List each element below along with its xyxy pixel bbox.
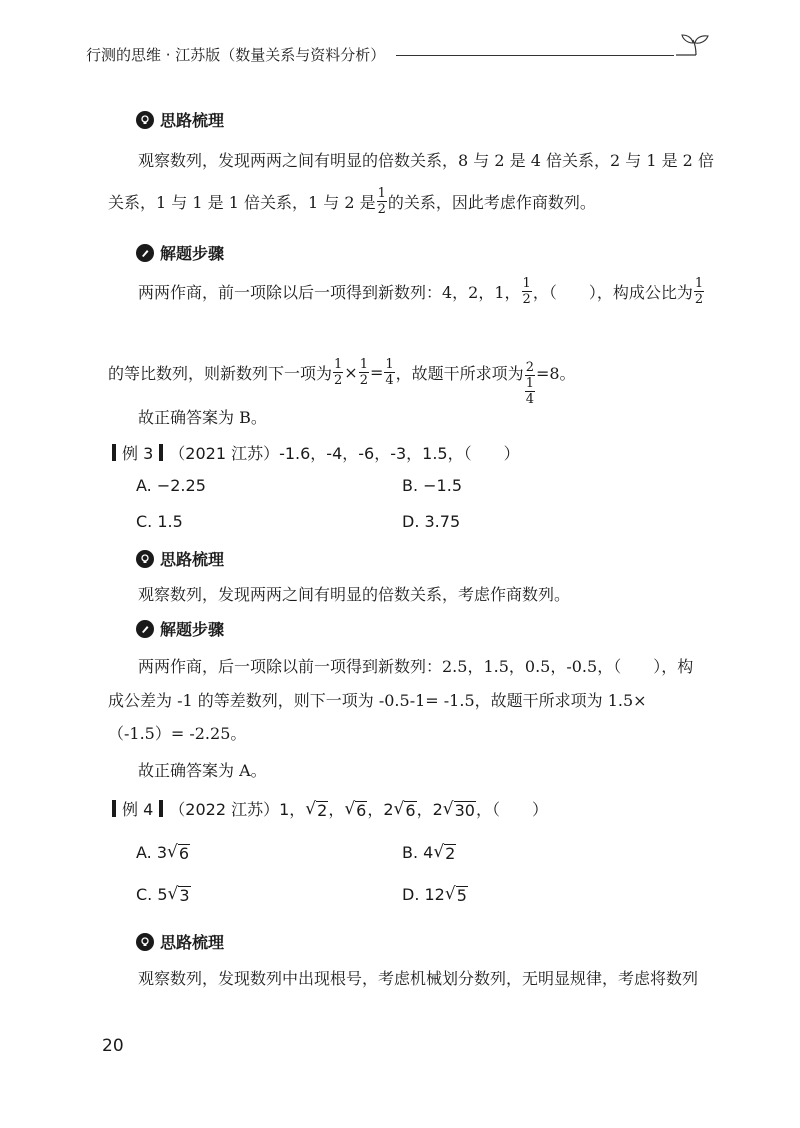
paragraph-line [138,276,705,307]
example-bar-right [159,800,163,817]
text-run: ，故题干所求项为 [395,364,524,383]
lightbulb-icon [136,550,154,568]
section-heading-idea-1 [136,108,224,131]
page-number: 20 [102,1036,124,1056]
square-root: √ 6 [167,842,190,863]
section-heading-steps-1 [136,241,224,264]
option-b: B. −1.5 [402,476,462,495]
option-a [136,842,190,862]
equals-sign: = [369,363,384,382]
fraction [359,357,369,388]
example-question [112,797,548,820]
text-run: =8。 [535,364,576,383]
question-text: （2022 江苏）1， [169,800,306,819]
square-root: √ 5 [444,884,467,905]
square-root: √ 3 [167,884,190,905]
section-heading-steps-2 [136,617,224,640]
fraction-denominator: 4 [525,392,534,407]
lightbulb-icon [136,933,154,951]
section-heading-text: 解题步骤 [160,244,225,263]
square-root: √ 2 [305,798,328,820]
section-heading-text: 思路梳理 [160,933,225,952]
fraction-numerator: 1 [694,276,704,291]
option-text: C. 5 [136,885,168,904]
example-label: 例 4 [122,800,154,819]
example-label: 例 3 [122,444,154,463]
paragraph-line: 观察数列，发现两两之间有明显的倍数关系，考虑作商数列。 [138,585,571,604]
paragraph-line [108,186,596,217]
example-question [112,441,520,464]
pen-icon [136,244,154,262]
question-text: ，（ ） [475,800,548,819]
text-run: 关系，1 与 1 是 1 倍关系，1 与 2 是 [108,193,376,212]
fraction-numerator: 1 [377,186,386,201]
text-run: 两两作商，前一项除以后一项得到新数列：4，2，1， [138,283,521,302]
paragraph-line: 成公差为 -1 的等差数列，则下一项为 -0.5-1= -1.5，故题干所求项为 1.5× [108,691,647,710]
separator: ，2 [367,800,394,819]
fraction-numerator: 1 [385,357,394,372]
option-text: D. 12 [402,885,445,904]
option-d: D. 3.75 [402,512,461,531]
paragraph-line: 观察数列，发现数列中出现根号，考虑机械划分数列，无明显规律，考虑将数列 [138,969,699,988]
answer-line: 故正确答案为 A。 [138,761,267,780]
compound-fraction [525,360,535,407]
option-text: B. 4 [402,843,434,862]
times-sign: × [344,363,358,382]
example-bar-left [112,800,116,817]
fraction-denominator: 2 [522,292,531,307]
section-heading-text: 思路梳理 [160,111,225,130]
fraction [694,276,704,307]
section-heading-idea-2 [136,547,224,570]
example-bar-left [112,444,116,461]
section-heading-text: 思路梳理 [160,550,225,569]
section-heading-idea-3 [136,930,224,953]
fraction-denominator: 2 [694,292,704,307]
radicand: 6 [178,844,190,863]
lightbulb-icon [136,111,154,129]
paragraph-line: （-1.5）= -2.25。 [108,724,247,743]
inner-fraction [525,376,535,407]
radicand: 2 [317,800,328,820]
option-text: A. 3 [136,843,168,862]
leaf-icon [674,34,714,60]
section-heading-text: 解题步骤 [160,620,225,639]
square-root: √ 2 [433,842,456,863]
radicand: 6 [405,800,416,820]
fraction [384,357,394,388]
radicand: 6 [356,800,367,820]
paragraph-line: 观察数列，发现两两之间有明显的倍数关系，8 与 2 是 4 倍关系，2 与 1 是 2 倍 [138,151,714,170]
text-run: 的关系，因此考虑作商数列。 [387,193,596,212]
question-text: （2021 江苏）-1.6，-4，-6，-3，1.5，（ ） [169,444,520,463]
fraction-denominator: 4 [385,373,394,388]
fraction [377,186,387,217]
radicand: 3 [179,886,190,905]
fraction-numerator: 1 [522,276,531,291]
fraction-denominator: 2 [334,373,343,388]
fraction [333,357,343,388]
option-c [136,884,191,904]
radicand: 5 [456,886,467,905]
radicand: 2 [445,844,456,863]
option-b [402,842,456,862]
option-d [402,884,468,904]
option-c: C. 1.5 [136,512,183,531]
fraction [522,276,532,307]
header-rule [396,55,674,56]
square-root: √ 6 [393,798,416,820]
fraction-denominator: 2 [377,202,386,217]
running-header: 行测的思维 · 江苏版（数量关系与资料分析） [86,46,386,64]
text-run: ，（ ），构成公比为 [532,283,693,302]
answer-line: 故正确答案为 B。 [138,408,267,427]
paragraph-line: 两两作商，后一项除以前一项得到新数列：2.5，1.5，0.5，-0.5，（ ），构 [138,657,694,676]
radicand: 30 [454,800,475,820]
fraction-numerator: 1 [525,376,534,391]
paragraph-line [108,338,576,407]
separator: ，2 [416,800,443,819]
separator: ， [328,800,345,819]
text-run: 的等比数列，则新数列下一项为 [108,364,333,383]
square-root: √ 30 [442,798,475,820]
pen-icon [136,620,154,638]
square-root: √ 6 [344,798,367,820]
fraction-denominator: 2 [359,373,368,388]
fraction-numerator: 1 [359,357,368,372]
example-bar-right [159,444,163,461]
fraction-numerator: 1 [334,357,343,372]
fraction-numerator: 2 [525,360,534,375]
option-a: A. −2.25 [136,476,206,495]
